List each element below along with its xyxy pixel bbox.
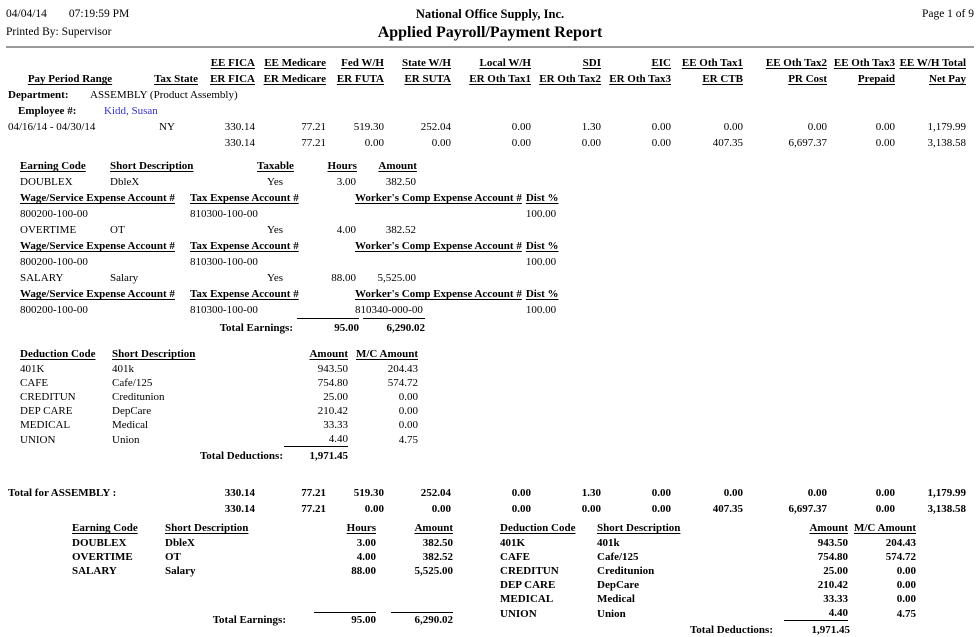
wage-expense-account: 800200-100-00: [20, 208, 88, 220]
print-time: 07:19:59 PM: [68, 8, 130, 20]
short-description-header: Short Description: [165, 522, 249, 534]
eic-cell: 0.00: [651, 121, 671, 133]
medicare-cell: 77.21: [301, 137, 326, 149]
workers-comp-expense-account: [353, 206, 524, 222]
amount-header: Amount: [378, 160, 417, 172]
deductions-table: [18, 346, 420, 447]
department-total-row: [6, 501, 968, 517]
earning-code: OVERTIME: [20, 224, 77, 236]
earning-row: [18, 270, 418, 286]
total-earnings-hours: 95.00: [295, 318, 361, 337]
total-earnings-amount: 6,290.02: [361, 318, 427, 337]
earnings-summary-table: [70, 521, 455, 578]
total-earnings-table: [18, 318, 427, 337]
tax-header-cell: [134, 55, 200, 71]
deductions-summary-table: [498, 521, 918, 621]
hours-header: Hours: [346, 522, 376, 534]
earning-desc: OT: [110, 224, 125, 236]
deductions-summary: [498, 521, 920, 637]
deduction-amount: 754.80: [317, 377, 348, 389]
deduction-amount: 33.33: [823, 593, 848, 605]
tax-expense-account: 810300-100-00: [190, 208, 258, 220]
deduction-row: [18, 404, 420, 418]
earning-amount: 5,525.00: [414, 565, 453, 577]
deductions-summary-items: [498, 536, 918, 621]
print-info: [6, 5, 236, 42]
oth-tax2-total: 0.00: [807, 487, 827, 499]
earning-desc: OT: [165, 551, 181, 563]
oth-tax1-total: 0.00: [723, 487, 743, 499]
deduction-code: CAFE: [500, 551, 530, 563]
tax-header-cell: ER Medicare: [263, 73, 326, 85]
deduction-mc-amount: 0.00: [398, 405, 418, 417]
local-wh-total: 0.00: [511, 487, 531, 499]
tax-header-cell: ER Oth Tax3: [609, 73, 671, 85]
net-total: 1,179.99: [927, 487, 966, 499]
deduction-mc-amount: 0.00: [398, 391, 418, 403]
deduction-code: CREDITUN: [20, 391, 76, 403]
total-net-cell: 3,138.58: [927, 137, 966, 149]
employee-row: [6, 103, 968, 119]
deduction-row: [18, 432, 420, 447]
earnings-summary-row: [70, 564, 455, 578]
expense-accounts-value-row: [18, 254, 586, 270]
eic-cell: 0.00: [651, 137, 671, 149]
fica-cell: 330.14: [224, 137, 255, 149]
deduction-mc-amount: 4.75: [398, 434, 418, 446]
pay-period-cell: 04/16/14 - 04/30/14: [8, 121, 96, 133]
earning-hours: 3.00: [356, 537, 376, 549]
earning-amount: 382.50: [422, 537, 453, 549]
earning-desc: Salary: [110, 272, 139, 284]
medicare-total: 77.21: [301, 487, 326, 499]
deduction-code: CREDITUN: [500, 565, 559, 577]
earnings-summary-items: [70, 536, 455, 578]
oth-tax2-cell: 0.00: [807, 121, 827, 133]
earning-row-table: [18, 174, 418, 190]
earning-code: DOUBLEX: [72, 537, 127, 549]
state-wh-cell: 0.00: [431, 137, 451, 149]
report-header: [6, 5, 974, 42]
expense-accounts-table: [18, 286, 586, 318]
deduction-desc: Cafe/125: [597, 551, 639, 563]
dist-percent-value: 100.00: [525, 256, 557, 268]
wage-expense-header: Wage/Service Expense Account #: [20, 192, 175, 204]
earning-code: SALARY: [20, 272, 64, 284]
earning-desc: DbleX: [165, 537, 195, 549]
deduction-code: UNION: [500, 608, 537, 620]
print-date: 04/04/14: [6, 8, 47, 20]
earnings-summary-row: [70, 550, 455, 564]
report-titles: [236, 5, 744, 42]
earning-item: [18, 174, 974, 222]
earning-code-header: Earning Code: [20, 160, 86, 172]
deduction-amount: 210.42: [317, 405, 348, 417]
fed-wh-total: 519.30: [353, 487, 384, 499]
earning-items: [18, 174, 974, 318]
tax-header-cell: ER CTB: [702, 73, 743, 85]
tax-header-cell: EIC: [651, 57, 671, 69]
short-description-header: Short Description: [110, 160, 194, 172]
deduction-amount: 943.50: [817, 537, 848, 549]
department-total-label: [6, 501, 200, 517]
earning-row-table: [18, 270, 418, 286]
mc-amount-header: M/C Amount: [853, 522, 916, 534]
tax-expense-header: Tax Expense Account #: [190, 192, 299, 204]
deductions-summary-row: [498, 606, 918, 621]
deduction-desc: 401k: [112, 363, 134, 375]
deduction-code: MEDICAL: [500, 593, 554, 605]
wage-expense-header: Wage/Service Expense Account #: [20, 240, 175, 252]
medicare-total: 77.21: [301, 503, 326, 515]
tax-data-rows: [6, 119, 968, 151]
deduction-amount: 25.00: [823, 565, 848, 577]
tax-header-cell: ER Oth Tax2: [539, 73, 601, 85]
earning-code: OVERTIME: [72, 551, 133, 563]
deduction-desc: Cafe/125: [112, 377, 153, 389]
total-earnings-label: Total Earnings:: [212, 614, 286, 626]
oth-tax3-cell: 0.00: [875, 137, 895, 149]
earning-hours: 4.00: [336, 224, 356, 236]
earning-amount: 382.50: [385, 176, 416, 188]
short-description-header: Short Description: [597, 522, 681, 534]
total-deductions-table: [18, 447, 350, 465]
earnings-summary: [6, 521, 455, 637]
tax-expense-account: 810300-100-00: [190, 256, 258, 268]
workers-comp-expense-account: [353, 254, 524, 270]
total-deductions-label: Total Deductions:: [199, 450, 283, 462]
dist-percent-header: Dist %: [525, 240, 559, 252]
tax-header-cell: Net Pay: [929, 73, 966, 85]
deductions-section: [6, 346, 974, 465]
oth-tax3-cell: 0.00: [875, 121, 895, 133]
fica-cell: 330.14: [224, 121, 255, 133]
deduction-desc: Medical: [597, 593, 635, 605]
tax-header-cell: ER FICA: [210, 73, 255, 85]
earning-code-header: Earning Code: [72, 522, 138, 534]
deduction-amount: 4.40: [255, 432, 350, 447]
oth-tax1-cell: 0.00: [723, 121, 743, 133]
dist-percent-value: 100.00: [525, 208, 557, 220]
tax-header-cell: ER FUTA: [336, 73, 384, 85]
earning-hours: 4.00: [356, 551, 376, 563]
fed-wh-cell: 0.00: [364, 137, 384, 149]
tax-header-cell: Pay Period Range: [27, 73, 113, 85]
oth-tax3-total: 0.00: [875, 503, 895, 515]
earning-code: DOUBLEX: [20, 176, 73, 188]
earning-taxable: Yes: [266, 272, 283, 284]
tax-header-cell: Prepaid: [857, 73, 895, 85]
deduction-amount: 754.80: [817, 551, 848, 563]
deduction-code-header: Deduction Code: [20, 348, 96, 360]
deduction-desc: 401k: [597, 537, 620, 549]
department-total-row: [6, 485, 968, 501]
deduction-amount: 210.42: [817, 579, 848, 591]
fica-total: 330.14: [224, 487, 255, 499]
state-wh-cell: 252.04: [420, 121, 451, 133]
dist-percent-header: Dist %: [525, 192, 559, 204]
earning-taxable: Yes: [266, 224, 283, 236]
earning-row-table: [18, 222, 418, 238]
deductions-summary-row: [498, 592, 918, 606]
earning-taxable: Yes: [266, 176, 283, 188]
deduction-code: MEDICAL: [20, 419, 71, 431]
oth-tax3-total: 0.00: [875, 487, 895, 499]
deduction-desc: Union: [597, 608, 626, 620]
expense-accounts-table: [18, 190, 586, 222]
page-indicator: Page 1 of 9: [921, 8, 974, 20]
deduction-amount: 25.00: [323, 391, 348, 403]
deduction-amount: 33.33: [323, 419, 348, 431]
tax-header-cell: SDI: [582, 57, 601, 69]
department-total-table: [6, 485, 968, 517]
deduction-desc: Medical: [112, 419, 149, 431]
earning-desc: Salary: [165, 565, 196, 577]
workers-comp-expense-header: Worker's Comp Expense Account #: [355, 192, 522, 204]
tax-state-cell: [134, 135, 200, 151]
deduction-desc: DepCare: [112, 405, 152, 417]
department-summary: [6, 521, 974, 637]
summary-total-earnings-row: [70, 612, 455, 627]
deduction-code-header: Deduction Code: [500, 522, 576, 534]
deductions-summary-row: [498, 564, 918, 578]
total-earnings-row: [18, 318, 427, 337]
total-deductions-label: Total Deductions:: [689, 624, 773, 636]
department-label: Department:: [8, 89, 69, 101]
dist-percent-header: Dist %: [525, 288, 559, 300]
total-earnings-amount: 6,290.02: [378, 612, 455, 627]
deductions-summary-row: [498, 536, 918, 550]
oth-tax2-total: 6,697.37: [788, 503, 827, 515]
deduction-amount: 4.40: [700, 606, 850, 621]
total-deductions-amount: 1,971.45: [811, 624, 850, 636]
department-value: ASSEMBLY (Product Assembly): [90, 89, 238, 101]
fed-wh-cell: 519.30: [353, 121, 384, 133]
deduction-desc: Creditunion: [597, 565, 655, 577]
expense-accounts-header-row: [18, 286, 586, 302]
tax-header-cell: State W/H: [402, 57, 451, 69]
tax-header-cell: [6, 55, 134, 71]
deduction-row: [18, 376, 420, 390]
expense-accounts-value-row: [18, 302, 586, 318]
deduction-code: CAFE: [20, 377, 49, 389]
earnings-summary-header-row: [70, 521, 455, 536]
local-wh-cell: 0.00: [511, 121, 531, 133]
expense-accounts-header-row: [18, 190, 586, 206]
tax-header-cell: ER SUTA: [404, 73, 451, 85]
pay-period-cell: [6, 135, 134, 151]
deductions-header-row: [18, 346, 420, 362]
net-total: 3,138.58: [927, 503, 966, 515]
amount-header: Amount: [809, 522, 848, 534]
department-row: [6, 87, 968, 103]
state-wh-total: 252.04: [420, 487, 451, 499]
sdi-cell: 1.30: [581, 121, 601, 133]
tax-header-cell: Fed W/H: [341, 57, 384, 69]
earnings-header-row: [18, 158, 419, 174]
oth-tax1-cell: 407.35: [712, 137, 743, 149]
earnings-summary-row: [70, 536, 455, 550]
local-wh-total: 0.00: [511, 503, 531, 515]
workers-comp-expense-header: Worker's Comp Expense Account #: [355, 240, 522, 252]
deduction-mc-amount: 0.00: [398, 419, 418, 431]
deduction-items: [18, 362, 420, 447]
header-divider: [6, 46, 974, 48]
total-earnings-label: Total Earnings:: [219, 322, 293, 334]
deduction-code: DEP CARE: [20, 405, 73, 417]
total-net-cell: 1,179.99: [927, 121, 966, 133]
earning-hours: 3.00: [336, 176, 356, 188]
tax-expense-header: Tax Expense Account #: [190, 288, 299, 300]
wage-expense-account: 800200-100-00: [20, 304, 88, 316]
earning-item: [18, 270, 974, 318]
earning-row: [18, 174, 418, 190]
tax-header-cell: EE Medicare: [264, 57, 326, 69]
report-title: Applied Payroll/Payment Report: [377, 24, 603, 41]
deduction-mc-amount: 204.43: [885, 537, 916, 549]
sdi-total: 1.30: [581, 487, 601, 499]
amount-header: Amount: [309, 348, 348, 360]
short-description-header: Short Description: [112, 348, 196, 360]
deduction-mc-amount: 574.72: [885, 551, 916, 563]
hours-header: Hours: [327, 160, 357, 172]
workers-comp-expense-header: Worker's Comp Expense Account #: [355, 288, 522, 300]
workers-comp-expense-account: 810340-000-00: [355, 304, 423, 316]
deduction-desc: Union: [112, 434, 140, 446]
tax-header-cell: ER Oth Tax1: [469, 73, 531, 85]
deductions-summary-header-row: [498, 521, 918, 536]
department-total-rows: [6, 485, 968, 517]
state-wh-total: 0.00: [431, 503, 451, 515]
deduction-code: 401K: [500, 537, 526, 549]
eic-total: 0.00: [651, 503, 671, 515]
deduction-mc-amount: 574.72: [387, 377, 418, 389]
expense-accounts-header-row: [18, 238, 586, 254]
tax-expense-header: Tax Expense Account #: [190, 240, 299, 252]
deduction-row: [18, 390, 420, 404]
tax-header-cell: EE W/H Total: [899, 57, 966, 69]
tax-expense-account: 810300-100-00: [190, 304, 258, 316]
earning-hours: 88.00: [351, 565, 376, 577]
earning-item: [18, 222, 974, 270]
oth-tax2-cell: 6,697.37: [788, 137, 827, 149]
deduction-mc-amount: 0.00: [896, 579, 916, 591]
wage-expense-header: Wage/Service Expense Account #: [20, 288, 175, 300]
deduction-code: DEP CARE: [500, 579, 556, 591]
earning-amount: 382.52: [385, 224, 416, 236]
oth-tax1-total: 407.35: [712, 503, 743, 515]
tax-state-cell: NY: [159, 121, 175, 133]
deduction-mc-amount: 4.75: [896, 608, 916, 620]
deduction-mc-amount: 0.00: [896, 565, 916, 577]
tax-header-cell: EE Oth Tax2: [765, 57, 827, 69]
total-earnings-hours: 95.00: [288, 612, 378, 627]
expense-accounts-value-row: [18, 206, 586, 222]
tax-header-row-ee: [6, 55, 968, 71]
deduction-desc: DepCare: [597, 579, 639, 591]
tax-header-cell: EE Oth Tax1: [681, 57, 743, 69]
earning-code: SALARY: [72, 565, 117, 577]
printed-by-value: Supervisor: [61, 26, 112, 38]
deduction-mc-amount: 204.43: [387, 363, 418, 375]
summary-total-earnings-table: [70, 612, 455, 627]
deduction-mc-amount: 0.00: [896, 593, 916, 605]
sdi-total: 0.00: [581, 503, 601, 515]
total-deductions-row: [18, 447, 350, 465]
deductions-summary-row: [498, 550, 918, 564]
earning-amount: 5,525.00: [377, 272, 416, 284]
dist-percent-value: 100.00: [525, 304, 557, 316]
printed-by-label: Printed By:: [6, 26, 59, 38]
tax-header-cell: EE FICA: [210, 57, 255, 69]
tax-header-row-er: [6, 71, 968, 87]
eic-total: 0.00: [651, 487, 671, 499]
tax-header-cell: PR Cost: [788, 73, 827, 85]
amount-header: Amount: [414, 522, 453, 534]
taxable-header: Taxable: [257, 160, 294, 172]
employee-number-label: Employee #:: [18, 105, 77, 117]
tax-header-cell: EE Oth Tax3: [833, 57, 895, 69]
expense-accounts-table: [18, 238, 586, 270]
company-name: National Office Supply, Inc.: [415, 7, 565, 21]
local-wh-cell: 0.00: [511, 137, 531, 149]
deduction-row: [18, 418, 420, 432]
medicare-cell: 77.21: [301, 121, 326, 133]
tax-data-row: [6, 119, 968, 135]
wage-expense-account: 800200-100-00: [20, 256, 88, 268]
earning-amount: 382.52: [422, 551, 453, 563]
deduction-code: UNION: [20, 434, 56, 446]
earning-desc: DbleX: [110, 176, 140, 188]
fica-total: 330.14: [224, 503, 255, 515]
earnings-section: [6, 158, 974, 337]
deduction-code: 401K: [20, 363, 45, 375]
department-total-label: Total for ASSEMBLY :: [8, 487, 117, 499]
earning-hours: 88.00: [331, 272, 356, 284]
tax-header-cell: Local W/H: [479, 57, 531, 69]
deduction-desc: Creditunion: [112, 391, 165, 403]
total-deductions-amount: 1,971.45: [309, 450, 348, 462]
tax-header-cell: Tax State: [154, 73, 198, 85]
sdi-cell: 0.00: [581, 137, 601, 149]
deductions-summary-row: [498, 578, 918, 592]
earnings-header-table: [18, 158, 419, 174]
employee-name-link[interactable]: Kidd, Susan: [104, 105, 158, 117]
tax-summary-table: [6, 55, 968, 151]
fed-wh-total: 0.00: [364, 503, 384, 515]
earning-row: [18, 222, 418, 238]
mc-amount-header: M/C Amount: [355, 348, 418, 360]
deduction-amount: 943.50: [317, 363, 348, 375]
deduction-row: [18, 362, 420, 376]
tax-data-row: [6, 135, 968, 151]
